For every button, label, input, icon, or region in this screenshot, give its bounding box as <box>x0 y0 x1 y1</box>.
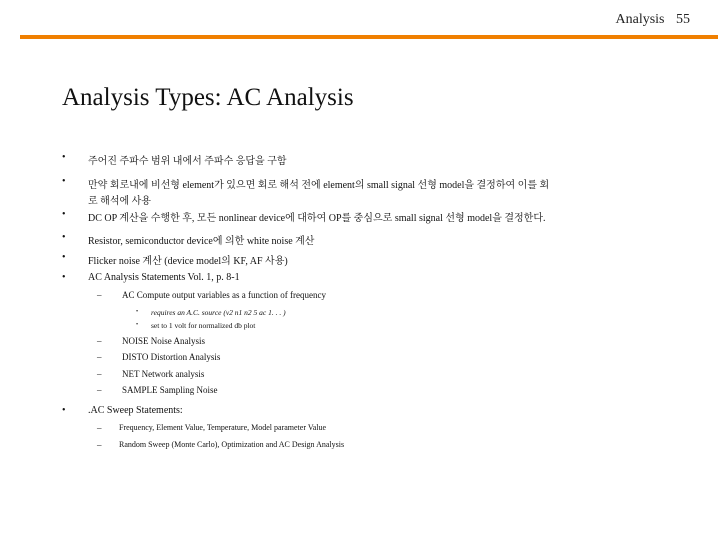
dash-marker: – <box>97 336 102 346</box>
dash-marker: – <box>97 352 102 362</box>
sub-item-text: NOISE Noise Analysis <box>122 336 205 346</box>
bullet-text: 주어진 주파수 범위 내에서 주파수 응답을 구함 <box>88 156 287 167</box>
dash-marker: – <box>97 290 102 300</box>
bullet-marker: • <box>62 405 66 416</box>
header-title: Analysis <box>615 12 665 27</box>
sub-bullet-marker: • <box>136 322 139 328</box>
sub-item-text: Random Sweep (Monte Carlo), Optimization and AC Design Analysis <box>119 440 345 449</box>
bullet-text: Resistor, semiconductor device에 의한 white noise 계산 <box>88 236 315 247</box>
dash-marker: – <box>97 369 102 379</box>
sub-bullet-marker: • <box>136 309 139 315</box>
bullet-marker: • <box>62 152 66 163</box>
bullet-marker: • <box>62 232 66 243</box>
bullet-text: 만약 회로내에 비선형 element가 있으면 회로 해석 전에 element의 small signal 선형 model을 결정하여 이를 회 <box>88 180 550 191</box>
sub-item-text: Frequency, Element Value, Temperature, Model parameter Value <box>119 423 327 432</box>
bullet-text-continuation: 로 해석에 사용 <box>88 196 151 207</box>
bullet-marker: • <box>62 252 66 263</box>
page-number: 55 <box>676 12 690 27</box>
bullet-text: .AC Sweep Statements: <box>88 405 183 416</box>
bullet-text: AC Analysis Statements Vol. 1, p. 8-1 <box>88 272 240 283</box>
bullet-marker: • <box>62 209 66 220</box>
dash-marker: – <box>97 440 102 450</box>
bullet-marker: • <box>62 272 66 283</box>
header-divider <box>20 35 718 39</box>
sub-item-text: SAMPLE Sampling Noise <box>122 385 218 395</box>
sub-item-text: NET Network analysis <box>122 369 205 379</box>
bullet-text: DC OP 계산을 수행한 후, 모든 nonlinear device에 대하여 OP를 중심으로 small signal 선형 model을 결정한다. <box>88 213 546 224</box>
bullet-text: Flicker noise 계산 (device model의 KF, AF 사용) <box>88 256 288 267</box>
sub-sub-item-text: set to 1 volt for normalized db plot <box>151 321 256 330</box>
sub-item-text: AC Compute output variables as a function of frequency <box>122 290 326 300</box>
sub-sub-item-text: requires an A.C. source (v2 n1 n2 5 ac 1. . . ) <box>151 308 286 317</box>
bullet-marker: • <box>62 176 66 187</box>
dash-marker: – <box>97 385 102 395</box>
sub-item-text: DISTO Distortion Analysis <box>122 352 221 362</box>
page-header <box>614 12 691 28</box>
slide-title: Analysis Types: AC Analysis <box>62 84 354 111</box>
dash-marker: – <box>97 423 102 433</box>
